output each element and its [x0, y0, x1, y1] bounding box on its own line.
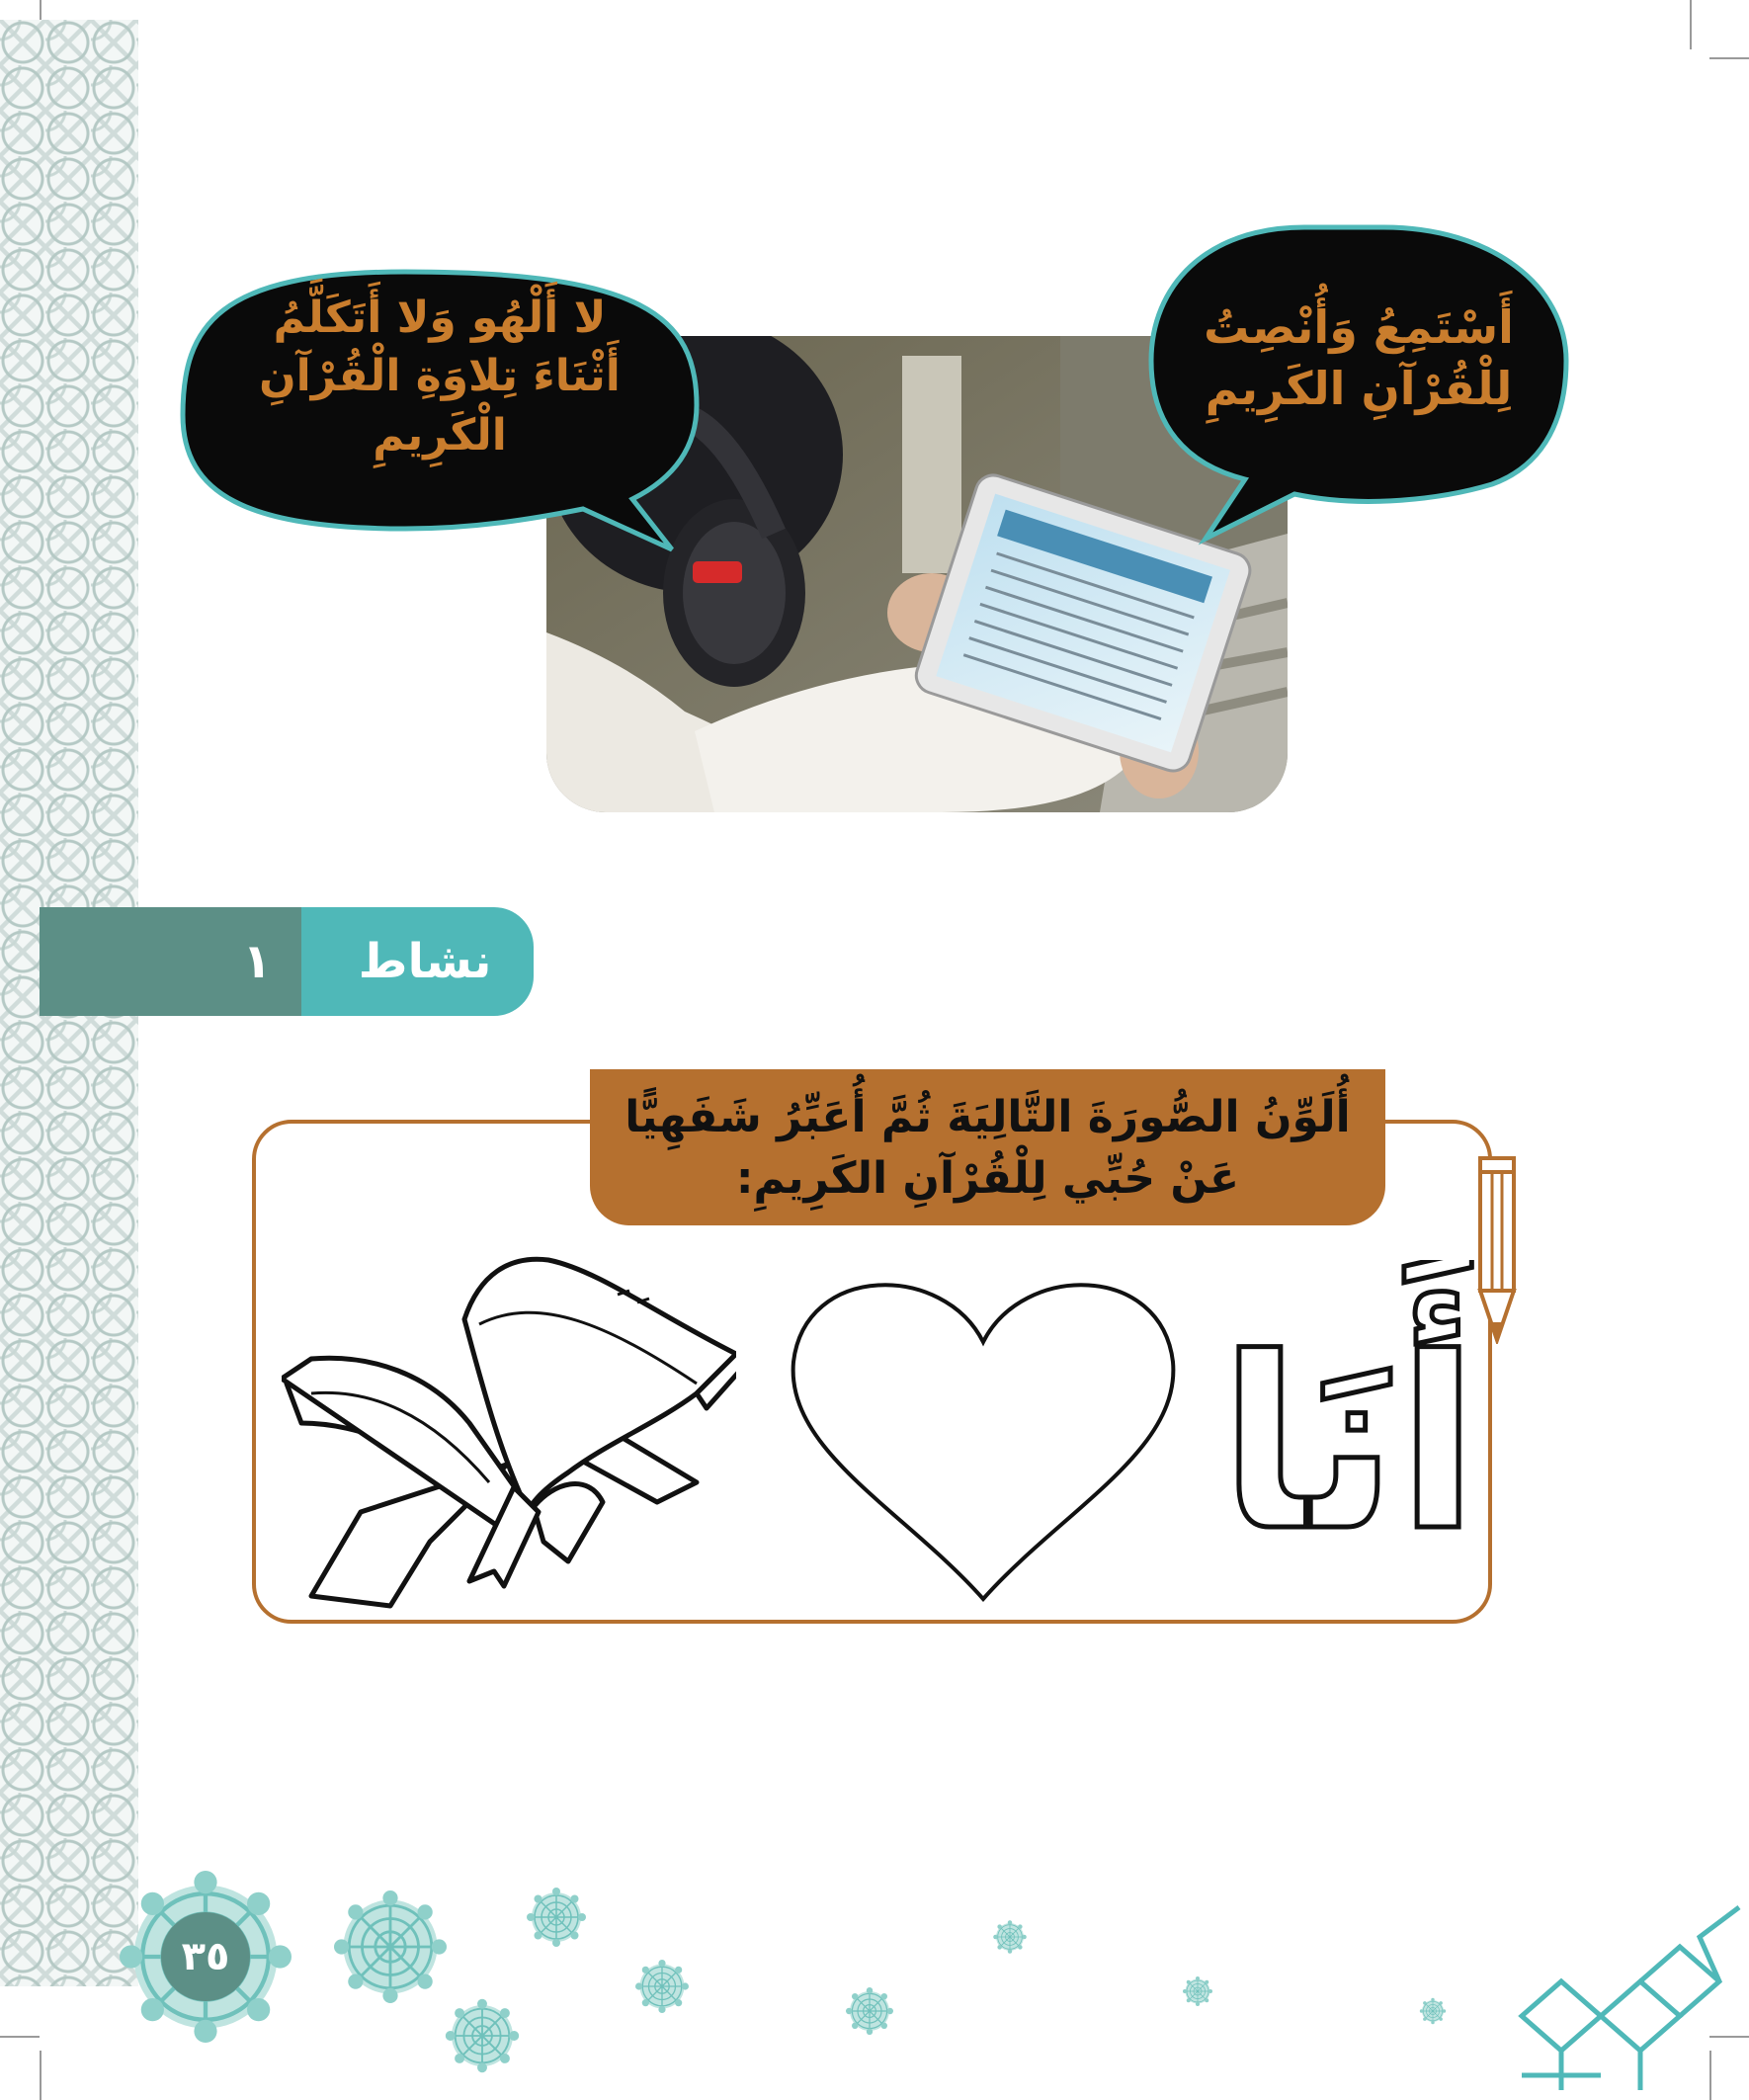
instruction-line2: عَنْ حُبِّي لِلْقُرْآنِ الكَرِيمِ: — [735, 1153, 1240, 1204]
activity-label: نشاط — [358, 934, 492, 989]
bubble-left-text — [222, 289, 657, 464]
instruction-text — [590, 1087, 1385, 1210]
instruction-banner — [590, 1069, 1385, 1225]
bubble-right-line2: لِلْقُرْآنِ الكَرِيمِ — [1205, 362, 1513, 416]
bubble-left-line1: لا أَلْهُو وَلا أَتَكَلَّمُ — [273, 293, 607, 343]
coloring-word-outline — [1210, 1260, 1487, 1571]
activity-tab — [40, 907, 494, 1016]
page-number: ٣٥ — [181, 1934, 230, 1979]
instruction-line1: أُلَوِّنُ الصُّورَةَ التَّالِيَةَ ثُمَّ أُعَبِّرُ شَفَهِيًّا — [625, 1092, 1351, 1142]
bubble-left-line2: أَثْنَاءَ تِلاوَةِ الْقُرْآنِ — [259, 351, 621, 402]
coloring-word: أَنَا — [1218, 1306, 1479, 1571]
rosette-ornaments — [0, 1838, 1749, 2100]
heart-outline — [786, 1263, 1181, 1604]
quran-on-stand-outline — [282, 1255, 736, 1611]
bubble-right-text — [1181, 296, 1537, 419]
bubble-right-line1: أَسْتَمِعُ وَأُنْصِتُ — [1204, 300, 1514, 354]
bubble-left-line3: الْكَرِيمِ — [373, 409, 507, 461]
activity-number: ١ — [242, 934, 272, 989]
